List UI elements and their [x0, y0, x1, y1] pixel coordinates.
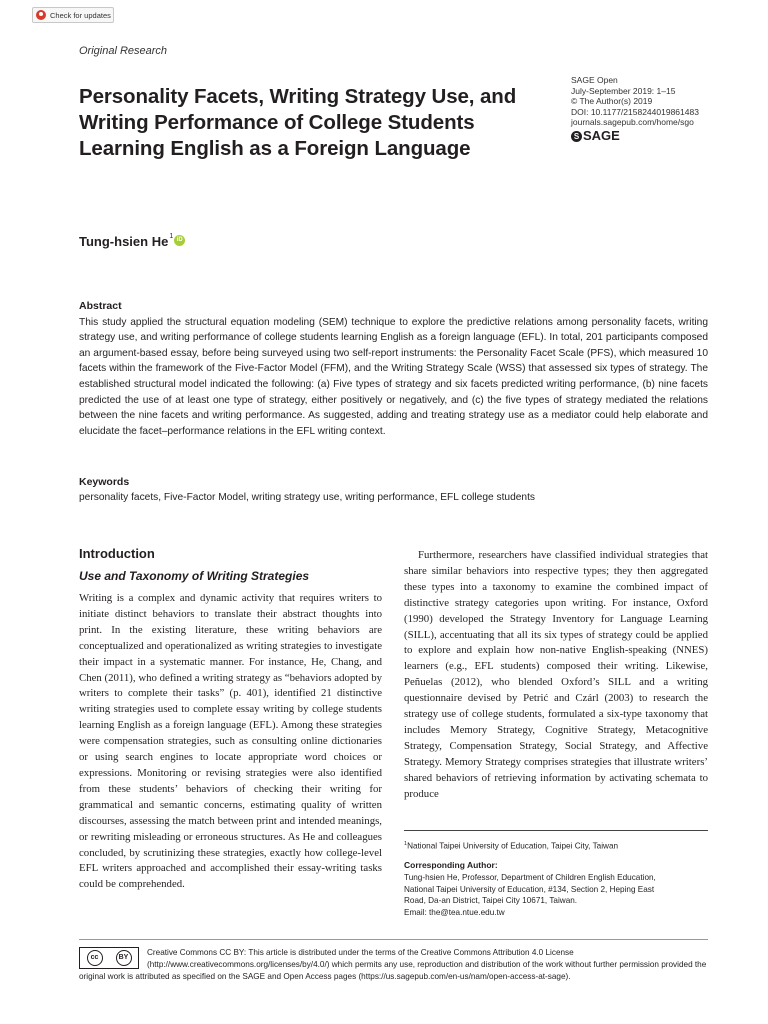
- abstract-heading: Abstract: [79, 300, 122, 312]
- license-notice: [79, 947, 708, 983]
- check-for-updates-button[interactable]: [32, 7, 114, 23]
- affiliation-text: National Taipei University of Education, Taipei City, Taiwan: [407, 841, 619, 851]
- author-line: [79, 234, 185, 249]
- sage-logo: [571, 127, 699, 143]
- journal-copyright: © The Author(s) 2019: [571, 96, 653, 106]
- author-affil-mark: 1: [169, 233, 174, 240]
- journal-doi[interactable]: DOI: 10.1177/2158244019861483: [571, 106, 699, 117]
- keywords-section: [79, 475, 708, 505]
- footnote-divider: [404, 830, 708, 831]
- corresponding-author-line: Tung-hsien He, Professor, Department of Children English Education,: [404, 872, 656, 882]
- article-type-label: Original Research: [79, 45, 168, 57]
- journal-issue: July-September 2019: 1–15: [571, 85, 676, 96]
- license-text: Creative Commons CC BY: This article is distributed under the terms of the Creative Commons Attribution 4.0 License (http://www.creativecommons.org/licenses/by/4.0/) which permits any use, reproduction and distribution of the work without further permission provided the original work is attributed as specified on the SAGE and Open Access pages (https://us.sagepub.com/en-us/nam/open-access-at-sage).: [79, 948, 707, 981]
- intro-subheading: Use and Taxonomy of Writing Strategies: [79, 569, 310, 583]
- orcid-icon[interactable]: iD: [174, 235, 185, 246]
- corresponding-author-line: National Taipei University of Education, #134, Section 2, Heping East: [404, 884, 655, 894]
- keywords-heading: Keywords: [79, 476, 130, 488]
- journal-url[interactable]: journals.sagepub.com/home/sgo: [571, 117, 694, 127]
- crossmark-icon: [36, 10, 46, 20]
- sage-logo-icon: S: [571, 131, 582, 142]
- keywords-text: personality facets, Five-Factor Model, writing strategy use, writing performance, EFL college students: [79, 492, 535, 503]
- journal-info: [571, 75, 699, 142]
- affiliation-mark: 1: [404, 841, 408, 847]
- sage-logo-text: SAGE: [583, 127, 620, 143]
- check-for-updates-label: Check for updates: [50, 10, 111, 20]
- cc-by-badge-icon[interactable]: [79, 947, 139, 969]
- body-column-right: [404, 548, 708, 803]
- author-name: Tung-hsien He: [79, 234, 169, 249]
- footnotes: [404, 839, 708, 918]
- body-paragraph: Writing is a complex and dynamic activity that requires writers to initiate distinct behaviors to translate their abstract thoughts into print. In the existing literature, these writing behaviors are conceptualized and operationalized as writing strategies to investigate their impact in a systematic manner. For instance, He, Chang, and Chen (2011), who defined a writing strategy as “behaviors adopted by writers to complete their tasks” (p. 401), identified 21 distinctive writing strategies used to complete essay writing by college students learning English as a foreign language (EFL). Among these strategies were compensation strategies, such as consulting online dictionaries or using search engines to locate appropriate word choices or expressions. Monitoring or revising strategies were also identified from these students’ behaviors of checking their writing for grammatical and semantic concerns, estimating quality of written discourses, assessing the match between print and intended meanings, or rewriting misleading or erroneous structures. As He and colleagues concluded, by scrutinizing these strategies, exactly how college-level EFL writers approached and accomplished their essay-writing tasks could be comprehended.: [79, 592, 382, 891]
- corresponding-author-line: Road, Da-an District, Taipei City 10671, Taiwan.: [404, 896, 578, 906]
- abstract-section: [79, 299, 708, 439]
- cc-icon: cc: [87, 950, 103, 966]
- body-column-left: [79, 546, 382, 893]
- abstract-text: This study applied the structural equation modeling (SEM) technique to explore the predictive relations among personality facets, writing strategy use, and writing performance of college students learning English as a foreign language (EFL). In total, 201 participants composed an argument-based essay, before being surveyed using two self-report instruments: the Personality Facet Scale (PFS), which measured 10 facets within the framework of the Five-Factor Model (FFM), and the Writing Strategy Scale (WSS) that assessed six types of strategy. The established structural model indicated the following: (a) Five types of strategy and six facets predicted writing performance, (b) nine facets predicted the use of at least one type of strategy, either positively or negatively, and (c) the five types of strategy mediated the relations between the nine facets and writing performance. As suggested, adding and treating strategy use as a mediator could help elaborate and elucidate the facet–performance relations in the EFL writing context.: [79, 316, 708, 437]
- affiliation-note: [404, 839, 708, 852]
- journal-name: SAGE Open: [571, 75, 618, 85]
- article-title: Personality Facets, Writing Strategy Use, and Writing Performance of College Students Learning English as a Foreign Language: [79, 85, 517, 160]
- license-divider: [79, 939, 708, 940]
- corresponding-author-email[interactable]: Email: the@tea.ntue.edu.tw: [404, 907, 505, 917]
- intro-heading: Introduction: [79, 546, 155, 561]
- by-icon: BY: [116, 950, 132, 966]
- body-paragraph: Furthermore, researchers have classified individual strategies that share similar behaviors into respective types; they then aggregated these types into a taxonomy to examine the combined impact of distinctive strategy categories upon writing. For instance, Oxford (1990) developed the Strategy Inventory for Language Learning (SILL), accentuating that all its six types of strategy could be applied to explore and explain how non-native English-speaking (NNES) learners (e.g., EFL students) composed their writing. Likewise, Peñuelas (2012), who blended Oxford’s SILL and a writing questionnaire devised by Petrić and Czárl (2003) to research the strategy use of college students, formulated a six-type taxonomy that includes Memory Strategy, Cognitive Strategy, Metacognitive Strategy, Compensation Strategy, Social Strategy, and Affective Strategy. Memory Strategy comprises strategies that illustrate writers’ shared behaviors of retrieving information by activating schemata to produce: [404, 549, 708, 800]
- corresponding-author-heading: Corresponding Author:: [404, 860, 498, 871]
